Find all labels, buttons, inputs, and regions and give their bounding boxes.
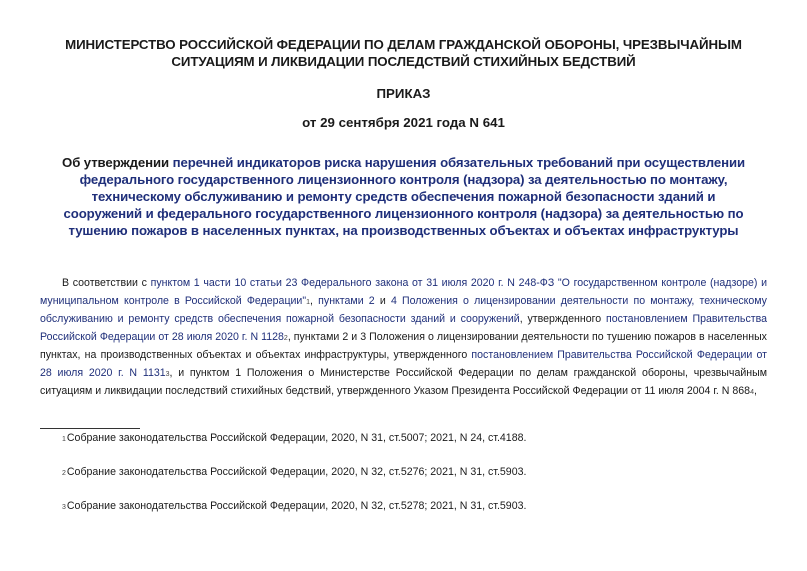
footnote-text: Собрание законодательства Российской Федерации, 2020, N 32, ст.5278; 2021, N 31, ст.5903. (66, 500, 527, 512)
decree-1131-link[interactable]: постановлением Правительства Российской Федерации от 28 июля 2020 г. N 1131 (40, 349, 767, 379)
preamble-paragraph (40, 275, 767, 402)
footnote-number: 3 (62, 504, 66, 511)
footnote-text: Собрание законодательства Российской Федерации, 2020, N 32, ст.5276; 2021, N 31, ст.5903. (66, 466, 527, 478)
body-text-5: , пунктами 2 и 3 Положения о лицензировании деятельности по тушению пожаров в населенных пунктах, на производственных объектах и объектах инфраструктуры, утвержденного (40, 330, 767, 361)
points-2-link[interactable]: пунктами 2 (318, 294, 375, 307)
ministry-heading: МИНИСТЕРСТВО РОССИЙСКОЙ ФЕДЕРАЦИИ ПО ДЕЛАМ ГРАЖДАНСКОЙ ОБОРОНЫ, ЧРЕЗВЫЧАЙНЫМ СИТУАЦИЯМ И ЛИКВИДАЦИИ ПОСЛЕДСТВИЙ СТИХИЙНЫХ БЕДСТВИЙ (65, 37, 742, 69)
decree-1128-link[interactable]: постановлением Правительства Российской Федерации от 28 июля 2020 г. N 1128 (40, 313, 768, 343)
body-text-4: , утвержденного (519, 313, 607, 325)
footnote-number: 1 (62, 436, 66, 443)
footnote-1 (62, 432, 526, 446)
footnote-number: 2 (62, 470, 66, 477)
footnote-3 (62, 500, 526, 514)
regulation-link[interactable]: 4 Положения о лицензировании деятельности по монтажу, техническому обслуживанию и ремонту средств обеспечения пожарной безопасности зданий и сооружений (40, 294, 767, 325)
subject-link[interactable]: перечней индикаторов риска нарушения обязательных требований при осуществлении федерального государственного лицензионного контроля (надзора) за деятельностью по монтажу, техническому обслуживанию и ремонту средств обеспечения пожарной безопасности зданий и сооружений и федерального государственного лицензионного контроля (надзора) за деятельностью по тушению пожаров в населенных пунктах, на производственных объектах и объектах инфраструктуры (63, 155, 745, 238)
body-text-2: , (310, 294, 319, 307)
body-text-1: В соответствии с (62, 277, 151, 289)
document-subject (60, 154, 747, 239)
footnote-text: Собрание законодательства Российской Федерации, 2020, N 31, ст.5007; 2021, N 24, ст.4188. (66, 432, 527, 444)
body-text-7: , (753, 385, 757, 397)
footnote-ref-2[interactable]: 2 (283, 334, 288, 342)
footnote-ref-1[interactable]: 1 (306, 298, 311, 306)
footnote-2 (62, 466, 526, 480)
body-text-6: , и пунктом 1 Положения о Министерстве Российской Федерации по делам гражданской обороны, чрезвычайным ситуациям и ликвидации последствий стихийных бедствий, утвержденного Указом Президента Российской Федерации от 11 июля 2004 г. N 868 (40, 366, 768, 397)
footnote-ref-4[interactable]: 4 (750, 389, 754, 396)
law-248-link[interactable]: пунктом 1 части 10 статьи 23 Федерального закона от 31 июля 2020 г. N 248-ФЗ "О государственном контроле (надзоре) и муниципальном контроле в Российской Федерации" (40, 277, 767, 307)
footnote-separator (40, 428, 140, 429)
document-date-number: от 29 сентября 2021 года N 641 (302, 115, 505, 130)
footnote-ref-3[interactable]: 3 (165, 370, 170, 378)
subject-prefix: Об утверждении (62, 155, 173, 170)
document-type: ПРИКАЗ (376, 86, 431, 101)
body-text-3: и (374, 294, 391, 307)
